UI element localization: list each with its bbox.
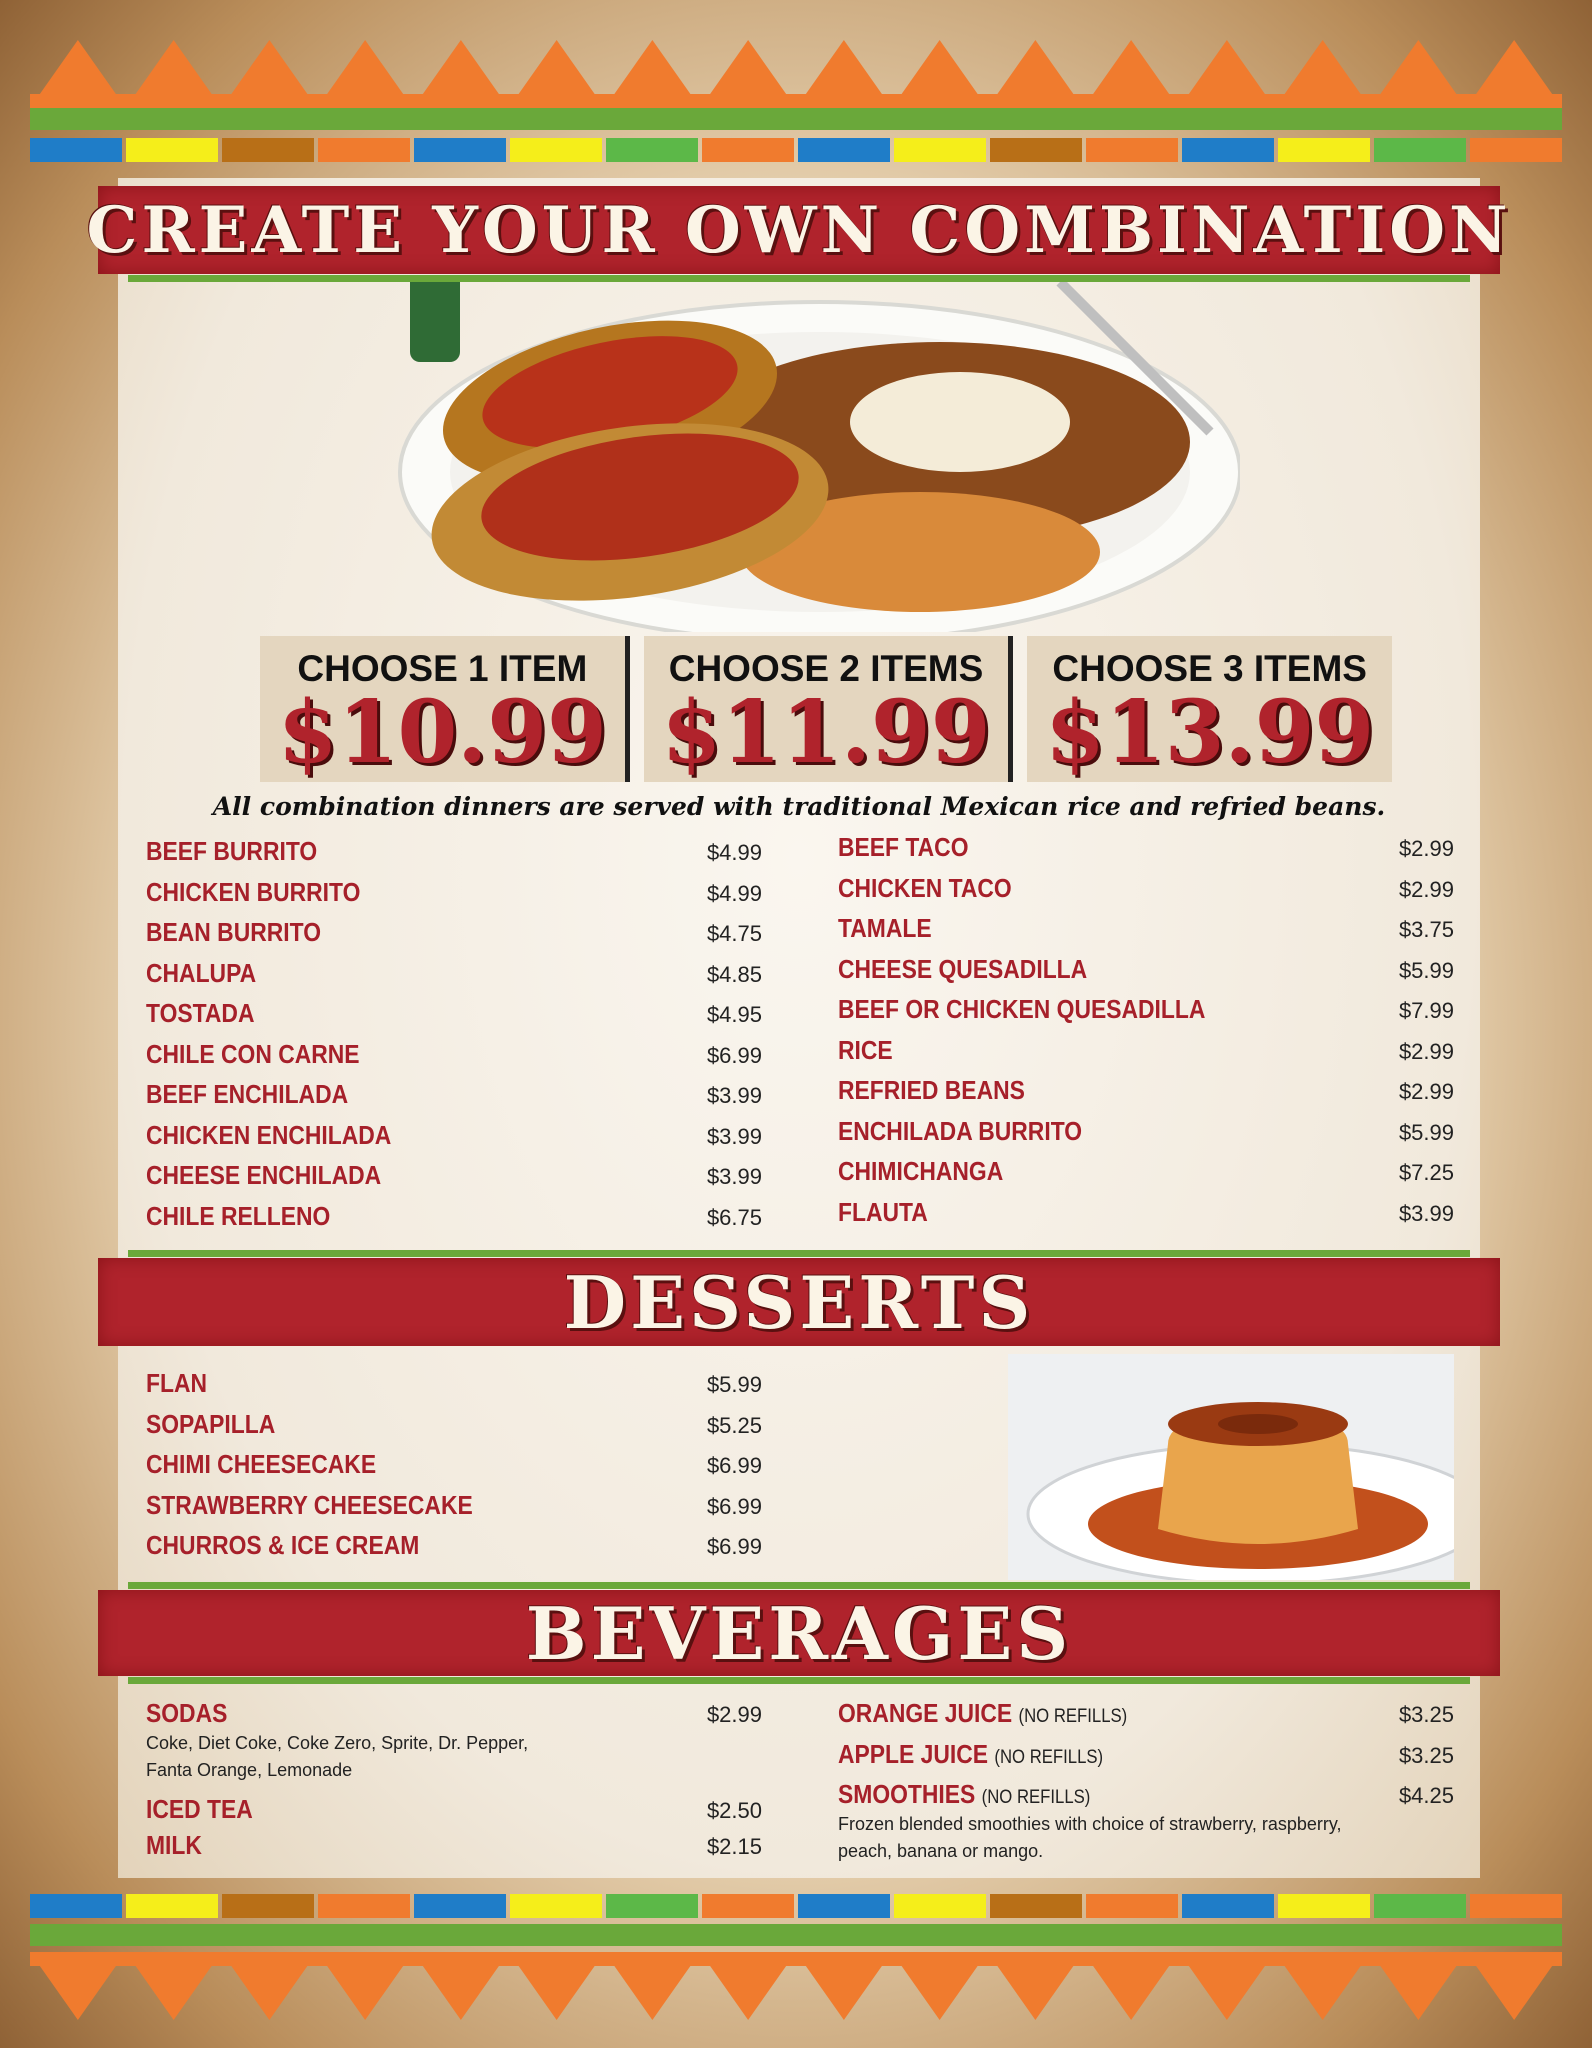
list-item: TAMALE $3.75 (838, 913, 1454, 943)
combination-right-list (838, 832, 1454, 1237)
combination-banner (86, 186, 1512, 274)
top-color-strip (30, 138, 1562, 162)
bottom-green-bar (30, 1924, 1562, 1946)
combination-left-list (146, 836, 762, 1241)
color-segment (1182, 1894, 1274, 1918)
tier-label: CHOOSE 3 ITEMS (1052, 648, 1367, 689)
beverages-title: BEVERAGES (525, 1590, 1073, 1676)
list-item: BEEF BURRITO $4.99 (146, 836, 762, 866)
list-item: ENCHILADA BURRITO $5.99 (838, 1115, 1454, 1146)
tier-price: $13.99 (1045, 682, 1375, 783)
color-segment (1278, 138, 1370, 162)
color-segment (30, 138, 122, 162)
list-item: CHURROS & ICE CREAM $6.99 (146, 1530, 762, 1560)
list-item: TOSTADA $4.95 (146, 998, 762, 1028)
desserts-banner (98, 1258, 1500, 1346)
smoothies-description-line-2: peach, banana or mango. (838, 1841, 1044, 1861)
color-segment (1374, 1894, 1466, 1918)
list-item: APPLE JUICE (NO REFILLS) $3.25 (838, 1738, 1454, 1769)
beverages-right-list (838, 1698, 1454, 1865)
color-segment (222, 138, 314, 162)
beverages-banner (98, 1590, 1500, 1676)
list-item: SODAS $2.99 (146, 1698, 762, 1728)
color-segment (798, 138, 890, 162)
color-segment (126, 1894, 218, 1918)
list-item: ORANGE JUICE (NO REFILLS) $3.25 (838, 1698, 1454, 1728)
beverages-left-list (146, 1698, 762, 1866)
zigzag-band (30, 94, 1562, 108)
color-segment (510, 138, 602, 162)
price-tier-1 (260, 636, 630, 782)
color-segment (318, 138, 410, 162)
list-item: CHEESE QUESADILLA $5.99 (838, 953, 1454, 984)
color-segment (894, 138, 986, 162)
list-item: CHIMICHANGA $7.25 (838, 1156, 1454, 1186)
list-item: CHICKEN TACO $2.99 (838, 872, 1454, 903)
list-item: BEAN BURRITO $4.75 (146, 917, 762, 947)
list-item: REFRIED BEANS $2.99 (838, 1075, 1454, 1105)
top-zigzag-border (30, 40, 1562, 108)
smoothies-description-line-1: Frozen blended smoothies with choice of strawberry, raspberry, (838, 1814, 1342, 1834)
color-segment (414, 1894, 506, 1918)
list-item: MILK $2.15 (146, 1830, 762, 1860)
tier-label: CHOOSE 1 ITEM (297, 648, 588, 689)
color-segment (606, 138, 698, 162)
list-item: FLAUTA $3.99 (838, 1196, 1454, 1227)
list-item: CHILE RELLENO $6.75 (146, 1200, 762, 1231)
list-item: CHILE CON CARNE $6.99 (146, 1038, 762, 1069)
color-segment (606, 1894, 698, 1918)
price-tier-2 (644, 636, 1014, 782)
desserts-list (146, 1368, 762, 1571)
combination-plate-image (380, 282, 1240, 632)
color-segment (1374, 138, 1466, 162)
price-tiers (260, 636, 1392, 782)
list-item: CHIMI CHEESECAKE $6.99 (146, 1449, 762, 1479)
color-segment (894, 1894, 986, 1918)
combination-title: CREATE YOUR OWN COMBINATION (86, 192, 1512, 268)
color-segment (1182, 138, 1274, 162)
list-item: SMOOTHIES (NO REFILLS) $4.25 (838, 1779, 1454, 1809)
list-item: CHICKEN ENCHILADA $3.99 (146, 1119, 762, 1150)
list-item: CHEESE ENCHILADA $3.99 (146, 1160, 762, 1190)
color-segment (126, 138, 218, 162)
list-item: BEEF OR CHICKEN QUESADILLA $7.99 (838, 994, 1454, 1024)
bottom-zigzag-border (30, 1952, 1562, 2020)
color-segment (1470, 1894, 1562, 1918)
tier-label: CHOOSE 2 ITEMS (668, 648, 984, 689)
color-segment (1086, 138, 1178, 162)
list-item: FLAN $5.99 (146, 1368, 762, 1398)
desserts-title: DESSERTS (563, 1259, 1035, 1345)
list-item: ICED TEA $2.50 (146, 1794, 762, 1824)
price-tier-3 (1027, 636, 1392, 782)
sodas-description-line-2: Fanta Orange, Lemonade (146, 1760, 353, 1780)
color-segment (1470, 138, 1562, 162)
color-segment (1086, 1894, 1178, 1918)
tier-price: $10.99 (277, 682, 607, 783)
tier-price: $11.99 (661, 682, 991, 783)
list-item: RICE $2.99 (838, 1034, 1454, 1065)
list-item: SOPAPILLA $5.25 (146, 1408, 762, 1439)
color-segment (702, 138, 794, 162)
color-segment (318, 1894, 410, 1918)
color-segment (414, 138, 506, 162)
list-item: CHICKEN BURRITO $4.99 (146, 876, 762, 907)
list-item: CHALUPA $4.85 (146, 957, 762, 988)
color-segment (1278, 1894, 1370, 1918)
color-segment (990, 1894, 1082, 1918)
list-item: STRAWBERRY CHEESECAKE $6.99 (146, 1489, 762, 1520)
color-segment (30, 1894, 122, 1918)
color-segment (510, 1894, 602, 1918)
color-segment (990, 138, 1082, 162)
sodas-description-line-1: Coke, Diet Coke, Coke Zero, Sprite, Dr. Pepper, (146, 1733, 529, 1753)
zigzag-band (30, 1952, 1562, 1966)
color-segment (798, 1894, 890, 1918)
combination-note: All combination dinners are served with traditional Mexican rice and refried beans. (212, 792, 1386, 821)
bottom-color-strip (30, 1894, 1562, 1918)
color-segment (702, 1894, 794, 1918)
flan-image (1008, 1354, 1454, 1580)
top-green-bar (30, 108, 1562, 130)
list-item: BEEF ENCHILADA $3.99 (146, 1079, 762, 1109)
color-segment (222, 1894, 314, 1918)
list-item: BEEF TACO $2.99 (838, 832, 1454, 862)
